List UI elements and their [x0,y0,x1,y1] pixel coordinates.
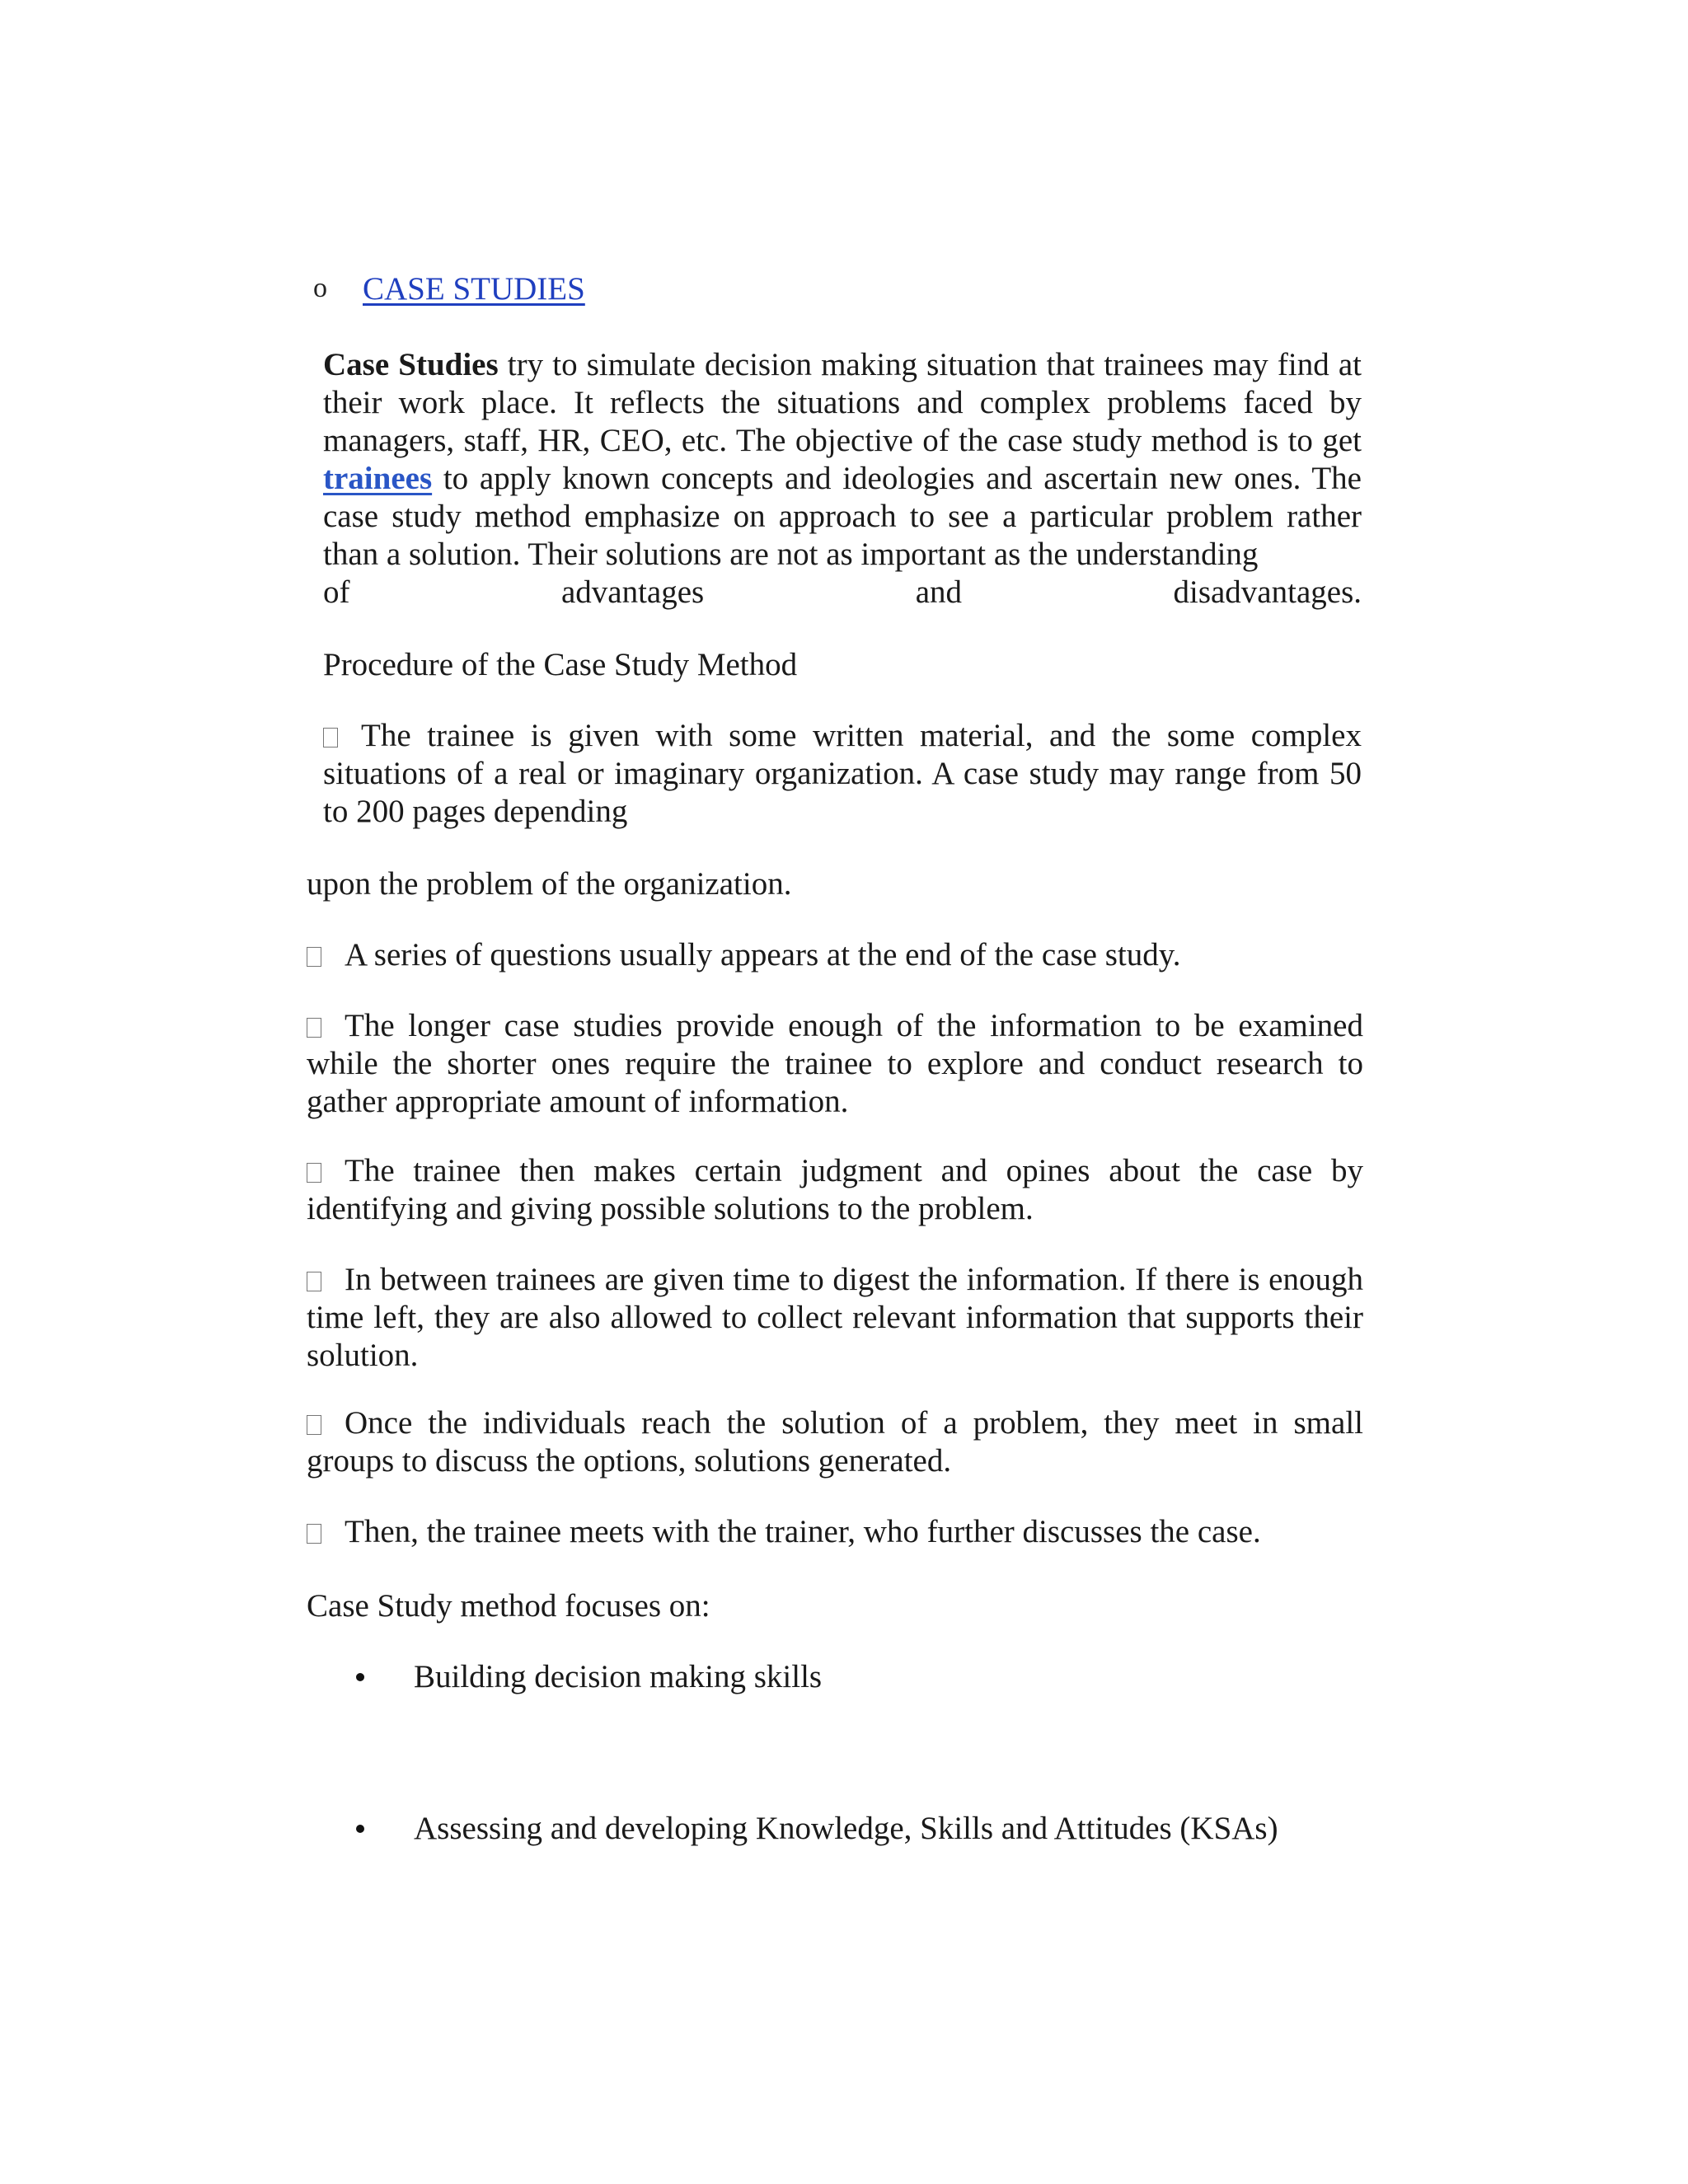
procedure-step-1-continuation: upon the problem of the organization. [307,866,792,902]
intro-text-1: try to simulate decision making situation that trainees may find at their work place. It reflects the situations and complex problems faced by managers, staff, HR, CEO, etc. The objective of the case study method is to get [323,347,1362,458]
checkbox-glyph-icon [307,1524,321,1544]
bullet-dot-icon [356,1673,364,1681]
focus-list-item [354,1810,1278,1848]
intro-last-word-3: and [915,574,963,610]
procedure-step-6 [307,1404,1363,1480]
step-3-text: The longer case studies provide enough of the information to be examined while the shorter ones require the trainee to explore and conduct research to gather appropriate amount of information. [307,1008,1363,1119]
focus-list-item [354,1658,822,1696]
checkbox-glyph-icon [307,1415,321,1435]
checkbox-glyph-icon [307,1163,321,1183]
procedure-step-4 [307,1152,1363,1228]
step-4-text: The trainee then makes certain judgment and opines about the case by identifying and giving possible solutions to the problem. [307,1153,1363,1226]
procedure-step-1 [323,717,1362,831]
bullet-dot-icon [356,1825,364,1833]
checkbox-glyph-icon [307,947,321,967]
trainees-link[interactable]: trainees [323,461,433,496]
checkbox-glyph-icon [307,1272,321,1291]
procedure-step-2 [307,936,1362,974]
checkbox-glyph-icon [323,728,338,748]
intro-paragraph [323,346,1362,612]
checkbox-glyph-icon [307,1018,321,1038]
procedure-step-7 [307,1513,1363,1551]
step-7-text: Then, the trainee meets with the trainer, who further discusses the case. [345,1514,1261,1549]
intro-bold-lead: Case Studies [323,347,499,382]
focus-item-1-text: Building decision making skills [414,1659,823,1694]
step-6-text: Once the individuals reach the solution of a problem, they meet in small groups to discuss the options, solutions generated. [307,1405,1363,1479]
focus-title: Case Study method focuses on: [307,1588,710,1624]
intro-last-word-2: advantages [560,574,705,610]
intro-last-word-1: of [323,574,350,610]
list-marker: o [313,273,327,303]
intro-last-word-4: disadvantages. [1173,574,1362,610]
section-heading [313,264,585,313]
intro-last-line [323,574,1362,612]
procedure-title: Procedure of the Case Study Method [323,647,798,682]
procedure-step-5 [307,1261,1363,1375]
focus-item-2-text: Assessing and developing Knowledge, Skills and Attitudes (KSAs) [414,1811,1278,1846]
intro-text-2: to apply known concepts and ideologies and ascertain new ones. The case study method emphasize on approach to see a particular problem rather than a solution. Their solutions are not as important as the understanding [323,461,1362,572]
step-2-text: A series of questions usually appears at the end of the case study. [345,937,1181,972]
step-5-text: In between trainees are given time to digest the information. If there is enough time left, they are also allowed to collect relevant information that supports their solution. [307,1262,1363,1373]
case-studies-link[interactable]: CASE STUDIES [363,270,585,307]
step-1-text: The trainee is given with some written material, and the some complex situations of a real or imaginary organization. A case study may range from 50 to 200 pages depending [323,718,1362,829]
procedure-step-3 [307,1007,1363,1121]
